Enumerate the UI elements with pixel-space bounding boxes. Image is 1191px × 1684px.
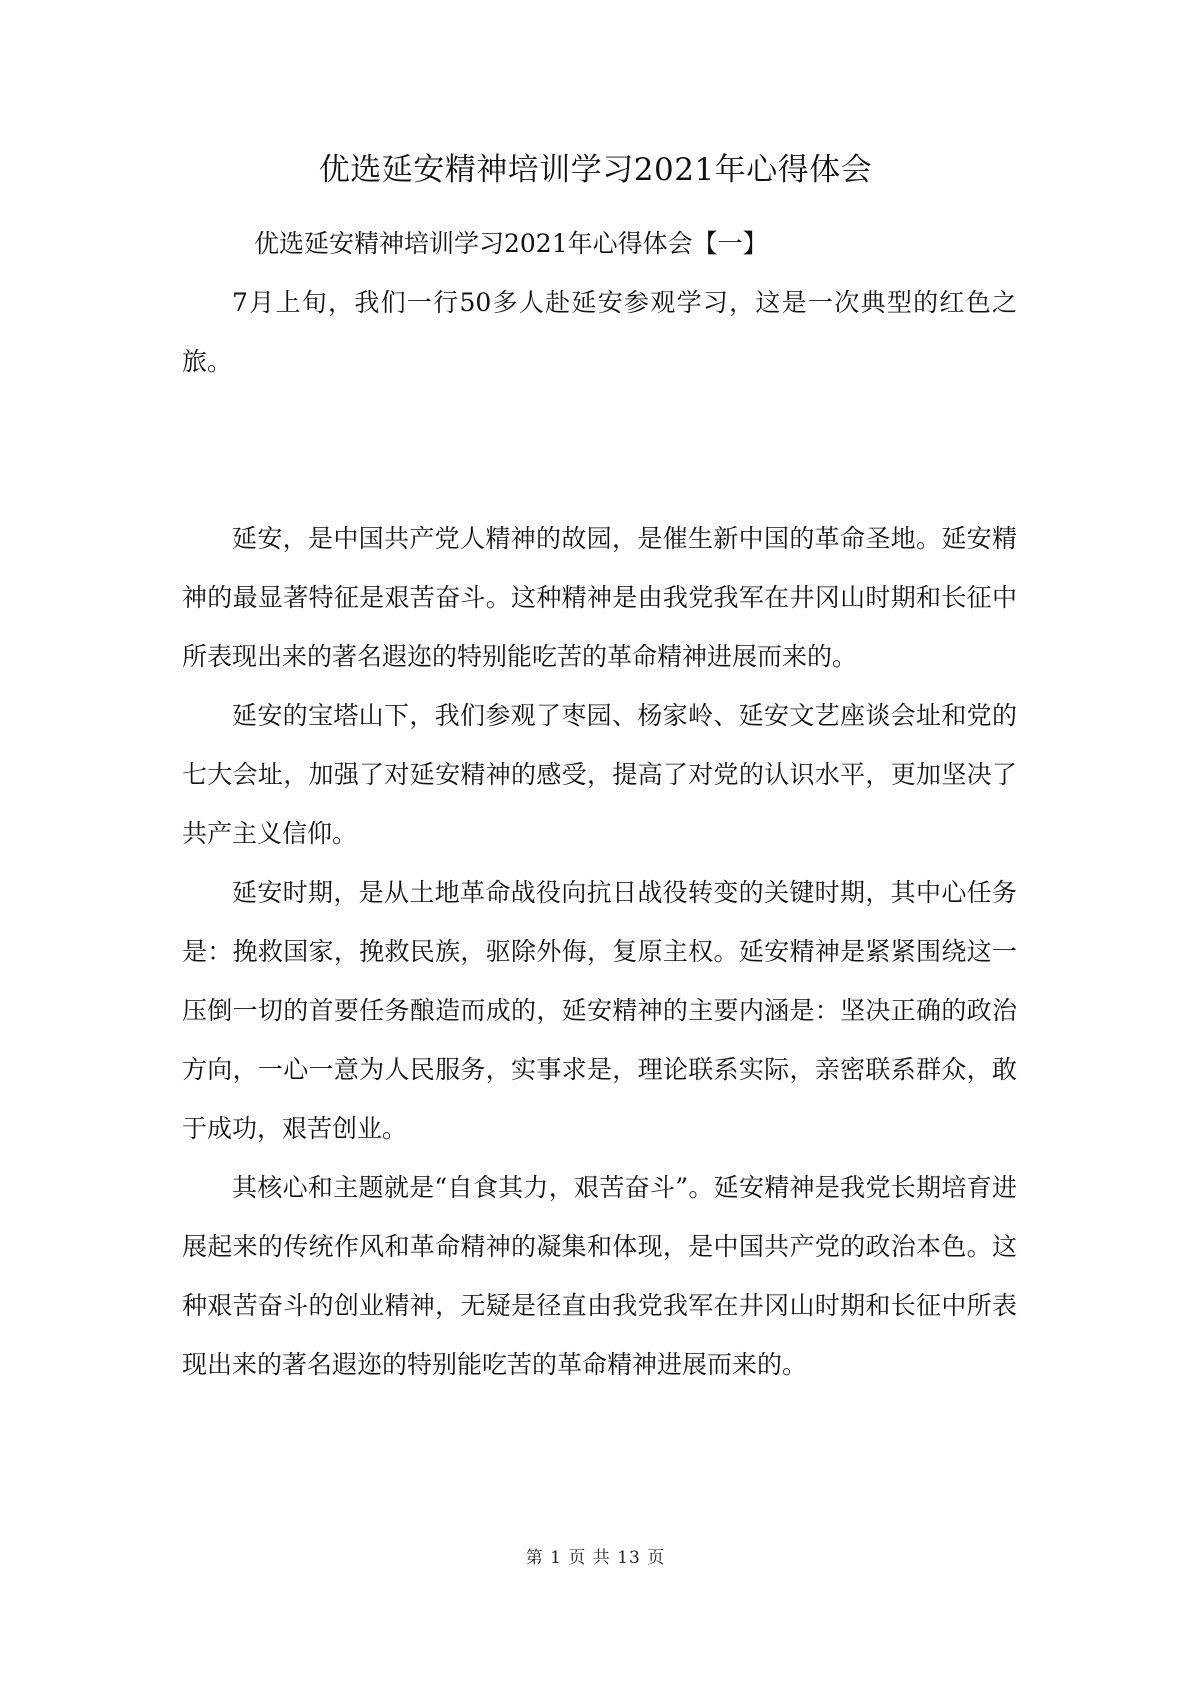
paragraph-5: 其核心和主题就是“自食其力，艰苦奋斗”。延安精神是我党长期培育进展起来的传统作风和革命精神的凝集和体现，是中国共产党的政治本色。这种艰苦奋斗的创业精神，无疑是径直由我党我军在井冈山时期和长征中所表现出来的著名遐迩的特别能吃苦的革命精神进展而来的。 — [182, 1173, 1017, 1379]
paragraph-2: 延安，是中国共产党人精神的故园，是催生新中国的革命圣地。延安精神的最显著特征是艰苦奋斗。这种精神是由我党我军在井冈山时期和长征中所表现出来的著名遐迩的特别能吃苦的革命精神进展而来的。 — [182, 524, 1017, 671]
paragraph-3: 延安的宝塔山下，我们参观了枣园、杨家岭、延安文艺座谈会址和党的七大会址，加强了对延安精神的感受，提高了对党的认识水平，更加坚决了共产主义信仰。 — [182, 701, 1017, 848]
paragraph-spacer — [182, 391, 1017, 509]
paragraph-4: 延安时期，是从土地革命战役向抗日战役转变的关键时期，其中心任务是：挽救国家，挽救民族，驱除外侮，复原主权。延安精神是紧紧围绕这一压倒一切的首要任务酿造而成的，延安精神的主要内涵是：坚决正确的政治方向，一心一意为人民服务，实事求是，理论联系实际，亲密联系群众，敢于成功，艰苦创业。 — [182, 878, 1017, 1143]
page-footer: 第 1 页 共 13 页 — [525, 1548, 666, 1568]
section-subtitle: 优选延安精神培训学习2021年心得体会【一】 — [254, 229, 768, 258]
document-title: 优选延安精神培训学习2021年心得体会 — [318, 152, 873, 188]
paragraph-1: 7月上旬，我们一行50多人赴延安参观学习，这是一次典型的红色之旅。 — [182, 288, 1017, 376]
document-body — [182, 214, 1017, 1394]
